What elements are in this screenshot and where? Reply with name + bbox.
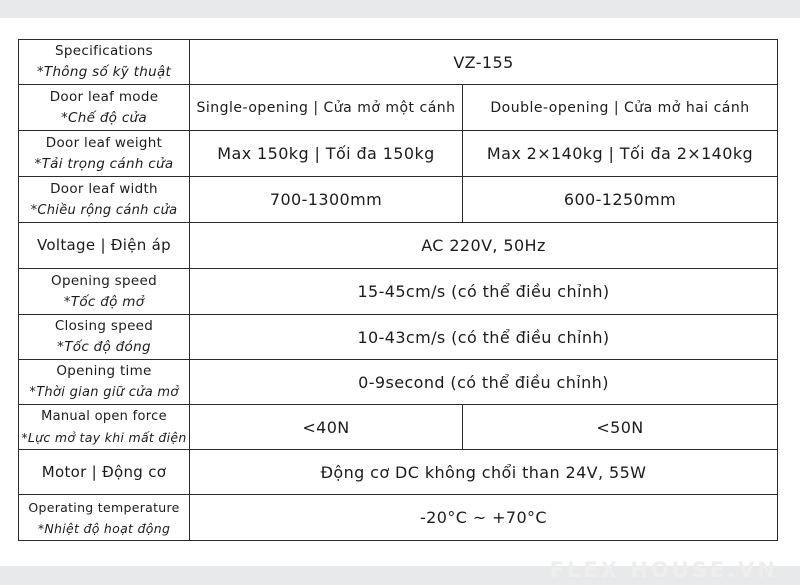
spec-card — [0, 18, 800, 582]
row-label: Operating temperature *Nhiệt độ hoạt động — [19, 495, 190, 541]
table-row — [19, 450, 778, 495]
row-label: Door leaf mode *Chế độ cửa — [19, 85, 190, 131]
table-row — [19, 405, 778, 450]
table-row — [19, 223, 778, 269]
model-name: VZ-155 — [190, 40, 778, 85]
row-value: -20°C ~ +70°C — [190, 495, 778, 541]
double-opening-value: Max 2×140kg | Tối đa 2×140kg — [463, 131, 778, 177]
table-row — [19, 495, 778, 541]
row-label: Door leaf weight *Tải trọng cánh cửa — [19, 131, 190, 177]
single-opening-value: Single-opening | Cửa mở một cánh — [190, 85, 463, 131]
watermark: FLEX HOUSE.VN — [549, 558, 778, 582]
row-label: Door leaf width *Chiều rộng cánh cửa — [19, 177, 190, 223]
double-opening-value: <50N — [463, 405, 778, 450]
row-label: Manual open force *Lực mở tay khi mất điện — [19, 405, 190, 450]
double-opening-value: 600-1250mm — [463, 177, 778, 223]
row-value: 15-45cm/s (có thể điều chỉnh) — [190, 269, 778, 315]
row-value: Động cơ DC không chổi than 24V, 55W — [190, 450, 778, 495]
row-label: Voltage | Điện áp — [19, 223, 190, 269]
spec-table — [18, 39, 778, 541]
table-row — [19, 315, 778, 360]
row-label: Opening time *Thời gian giữ cửa mở — [19, 360, 190, 405]
table-row — [19, 177, 778, 223]
row-value: AC 220V, 50Hz — [190, 223, 778, 269]
row-label: Specifications *Thông số kỹ thuật — [19, 40, 190, 85]
row-label: Opening speed *Tốc độ mở — [19, 269, 190, 315]
row-value: 0-9second (có thể điều chỉnh) — [190, 360, 778, 405]
single-opening-value: Max 150kg | Tối đa 150kg — [190, 131, 463, 177]
table-row — [19, 131, 778, 177]
row-label: Closing speed *Tốc độ đóng — [19, 315, 190, 360]
table-row — [19, 269, 778, 315]
single-opening-value: 700-1300mm — [190, 177, 463, 223]
row-value: 10-43cm/s (có thể điều chỉnh) — [190, 315, 778, 360]
single-opening-value: <40N — [190, 405, 463, 450]
table-row — [19, 85, 778, 131]
row-label: Motor | Động cơ — [19, 450, 190, 495]
double-opening-value: Double-opening | Cửa mở hai cánh — [463, 85, 778, 131]
table-row — [19, 40, 778, 85]
table-row — [19, 360, 778, 405]
